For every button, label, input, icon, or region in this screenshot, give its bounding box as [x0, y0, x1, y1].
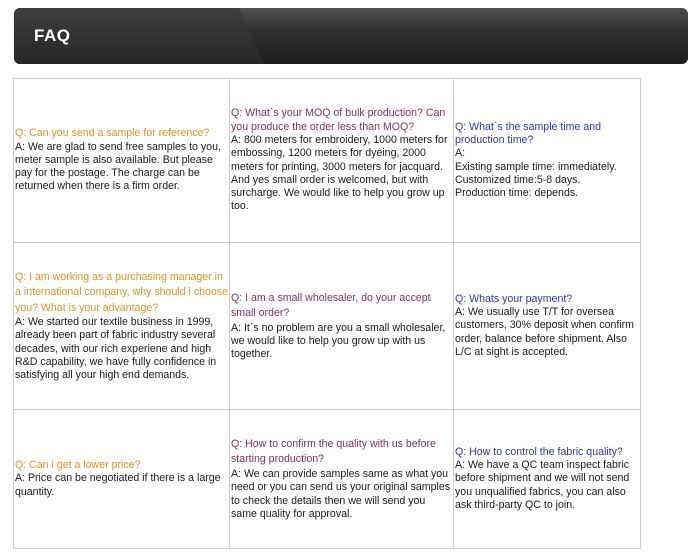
faq-question: Q: I am working as a purchasing manager in a international company, why should i choose you? What is your advantage? — [15, 270, 228, 314]
faq-answer: A: It`s no problem are you a small wholesaler, we would like to help you grow up with us together. — [231, 321, 446, 361]
faq-answer: A: We can provide samples same as what you need or you can send us your original samples to check the details then we will send you same quality for approval. — [231, 467, 451, 520]
faq-row — [14, 79, 641, 243]
faq-cell — [14, 79, 230, 243]
faq-cell — [454, 243, 641, 410]
faq-question: Q: What`s the sample time and production time? — [455, 120, 602, 146]
faq-row — [14, 410, 641, 549]
faq-table — [13, 78, 641, 549]
faq-answer-line: Existing sample time: immediately. — [455, 160, 617, 173]
faq-answer-line: Customized time:5-8 days. — [455, 173, 581, 186]
faq-cell — [14, 243, 230, 410]
faq-answer: A: Price can be negotiated if there is a large quantity. — [15, 472, 221, 498]
faq-answer: A: We started our textile business in 1999, already been part of fabric industry several decades, with our rich experiene and high R&D capability, we have fully confidence in satisfying all your high end demands. — [15, 316, 217, 382]
faq-question: Q: Can i get a lower price? — [15, 459, 141, 472]
faq-row — [14, 243, 641, 410]
faq-question: Q: How to control the fabric quality? — [455, 445, 623, 458]
faq-question: Q: I am a small wholesaler, do your accept small order? — [231, 291, 431, 320]
faq-answer: A: We usually use T/T for oversea customers, 30% deposit when confirm order, balance before shipment. Also L/C at sight is accepted. — [455, 306, 634, 358]
faq-cell — [14, 410, 230, 549]
faq-question: Q: How to confirm the quality with us before starting production? — [231, 437, 436, 466]
faq-header-bar — [14, 8, 688, 64]
faq-cell — [230, 79, 454, 243]
faq-question: Q: What`s your MOQ of bulk production? Can you produce the order less than MOQ? — [231, 107, 446, 133]
faq-cell — [230, 410, 454, 549]
faq-answer: A: — [455, 147, 466, 160]
page-title: FAQ — [34, 26, 71, 45]
faq-answer: A: We are glad to send free samples to you, meter sample is also available. But please pay for the postage. The charge can be returned when there is a firm order. — [15, 140, 221, 193]
faq-answer: A: 800 meters for embroidery, 1000 meters for embossing, 1200 meters for dyeing, 2000 meters for printing, 3000 meters for jacquard. And yes small order is welcomed, but with surcharge. We would like to help you grow up too. — [231, 133, 448, 213]
faq-answer-line: Production time: depends. — [455, 187, 579, 200]
faq-cell — [454, 79, 641, 243]
faq-question: Q: Can you send a sample for reference? — [15, 127, 210, 140]
faq-cell — [230, 243, 454, 410]
faq-answer: A: We have a QC team inspect fabric before shipment and we will not send you unqualified fabrics, you can also ask third-party QC to join. — [455, 459, 630, 511]
faq-cell — [454, 410, 641, 549]
faq-question: Q: Whats your payment? — [455, 292, 573, 305]
